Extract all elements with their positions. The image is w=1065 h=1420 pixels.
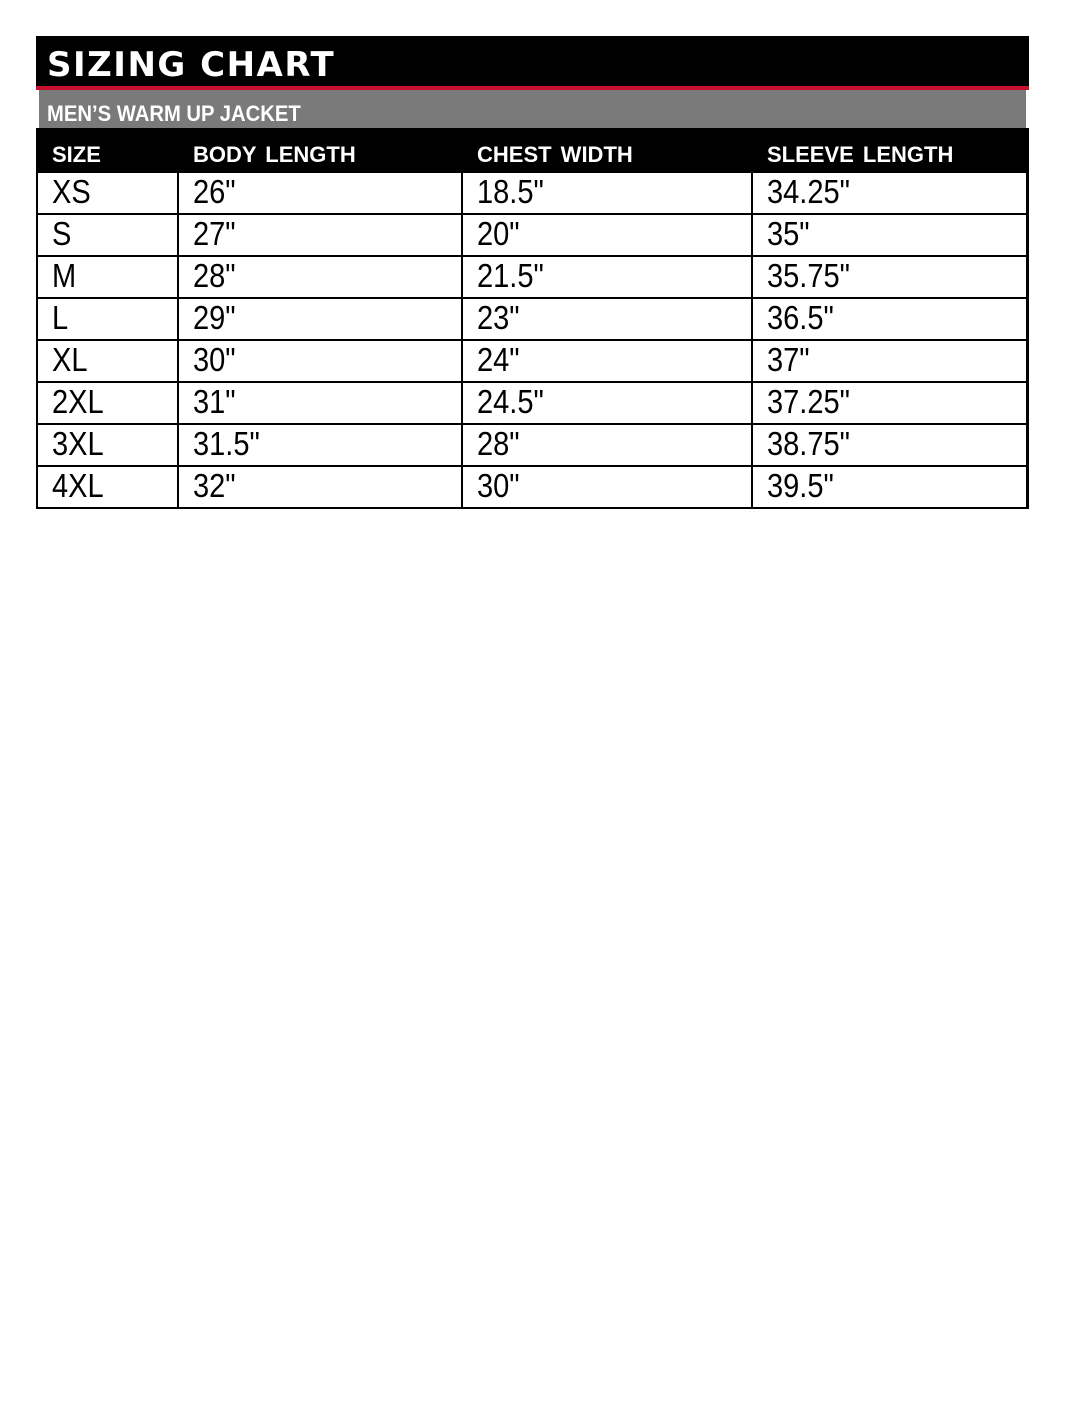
cell-body-length: 27" xyxy=(177,215,461,255)
cell-size: 4XL xyxy=(52,467,104,504)
cell-chest-width: 28" xyxy=(461,425,751,465)
table-row xyxy=(38,339,1026,381)
cell-size: 2XL xyxy=(52,383,104,420)
cell-body-length: 30" xyxy=(177,341,461,381)
cell-sleeve-length: 35" xyxy=(751,215,1026,255)
header-sleeve-length: SLEEVE LENGTH xyxy=(767,142,954,167)
title-bar xyxy=(36,36,1029,90)
cell-chest-width: 23" xyxy=(461,299,751,339)
header-size: SIZE xyxy=(52,142,101,167)
cell-chest-width: 21.5" xyxy=(461,257,751,297)
cell-sleeve-length: 39.5" xyxy=(751,467,1026,507)
cell-body-length: 32" xyxy=(177,467,461,507)
table-row xyxy=(38,255,1026,297)
cell-chest-width: 18.5" xyxy=(461,173,751,213)
table-row xyxy=(38,381,1026,423)
cell-sleeve-length: 37" xyxy=(751,341,1026,381)
cell-chest-width: 20" xyxy=(461,215,751,255)
table-row xyxy=(38,173,1026,213)
table-row xyxy=(38,297,1026,339)
table-row xyxy=(38,423,1026,465)
table-body xyxy=(36,173,1029,509)
header-chest-width: CHEST WIDTH xyxy=(477,142,633,167)
cell-body-length: 31" xyxy=(177,383,461,423)
chart-title: SIZING CHART xyxy=(47,45,336,85)
cell-size: S xyxy=(52,215,72,252)
cell-sleeve-length: 36.5" xyxy=(751,299,1026,339)
table-row xyxy=(38,465,1026,507)
table-header xyxy=(36,128,1029,173)
cell-sleeve-length: 38.75" xyxy=(751,425,1026,465)
cell-sleeve-length: 35.75" xyxy=(751,257,1026,297)
cell-body-length: 28" xyxy=(177,257,461,297)
cell-size: M xyxy=(52,257,77,294)
cell-body-length: 26" xyxy=(177,173,461,213)
cell-sleeve-length: 34.25" xyxy=(751,173,1026,213)
cell-size: XS xyxy=(52,173,91,210)
cell-body-length: 31.5" xyxy=(177,425,461,465)
table-row xyxy=(38,213,1026,255)
cell-chest-width: 24" xyxy=(461,341,751,381)
cell-body-length: 29" xyxy=(177,299,461,339)
header-body-length: BODY LENGTH xyxy=(193,142,356,167)
cell-size: 3XL xyxy=(52,425,104,462)
product-name: MEN’S WARM UP JACKET xyxy=(47,101,301,126)
cell-size: XL xyxy=(52,341,88,378)
sizing-chart xyxy=(36,36,1029,509)
cell-size: L xyxy=(52,299,69,336)
cell-chest-width: 24.5" xyxy=(461,383,751,423)
cell-sleeve-length: 37.25" xyxy=(751,383,1026,423)
cell-chest-width: 30" xyxy=(461,467,751,507)
subtitle-bar xyxy=(39,90,1026,128)
